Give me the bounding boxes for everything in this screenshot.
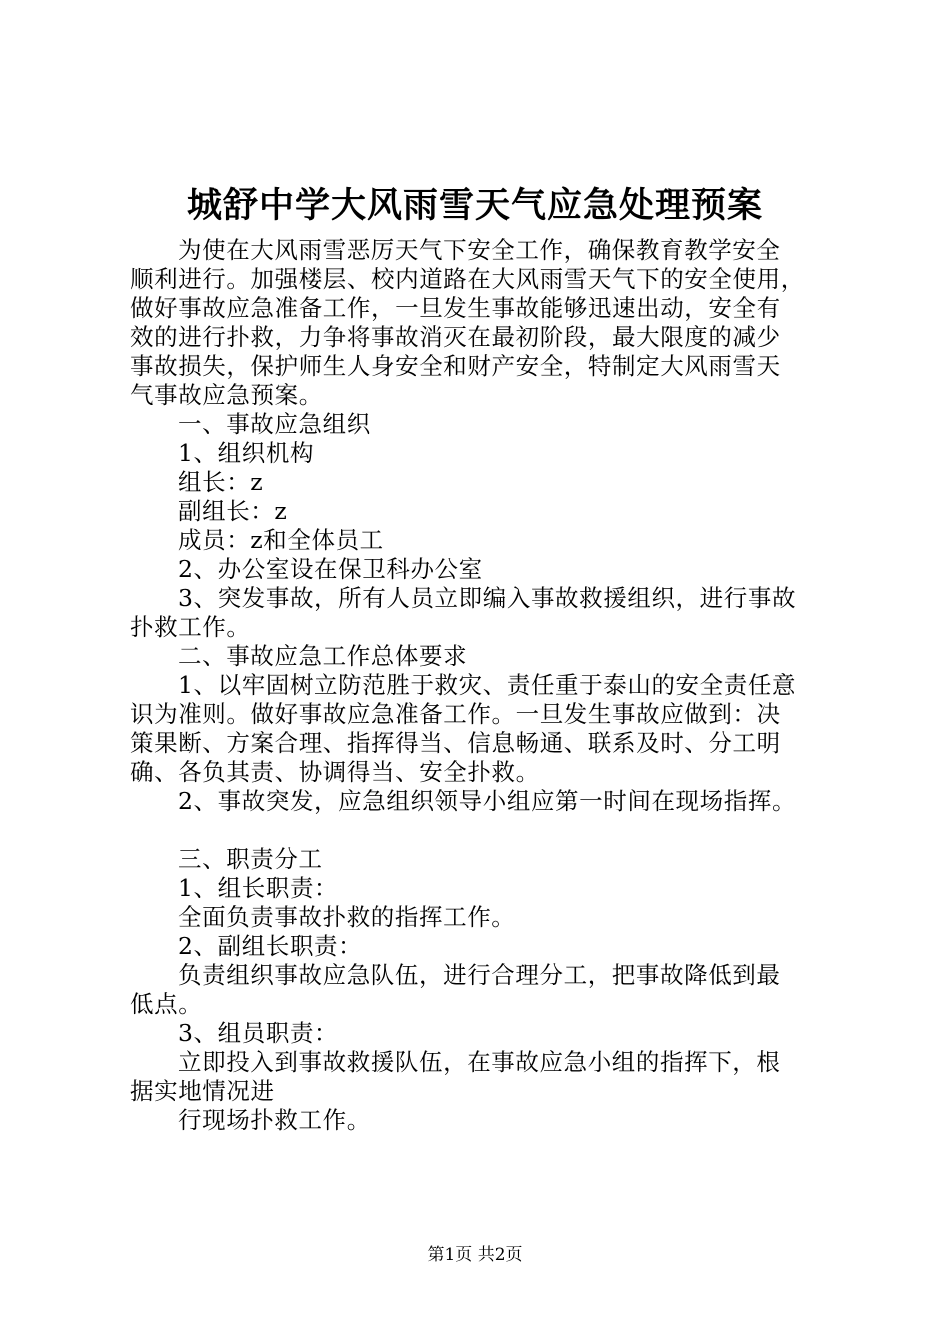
body-line: 行现场扑救工作。 — [178, 1106, 371, 1134]
body-line: 副组长：z — [178, 497, 288, 525]
body-line: 全面负责事故扑救的指挥工作。 — [178, 903, 516, 931]
body-line: 1、组织机构 — [178, 439, 315, 467]
body-line: 1、组长职责： — [178, 874, 339, 902]
body-line: 组长：z — [178, 468, 264, 496]
body-line: 事故损失，保护师生人身安全和财产安全，特制定大风雨雪天 — [130, 352, 781, 380]
body-line: 成员：z和全体员工 — [178, 526, 384, 554]
body-line: 为使在大风雨雪恶厉天气下安全工作，确保教育教学安全 — [178, 236, 781, 264]
body-line: 做好事故应急准备工作，一旦发生事故能够迅速出动，安全有 — [130, 294, 781, 322]
body-line: 气事故应急预案。 — [130, 381, 323, 409]
page-footer: 第1页 共2页 — [427, 1245, 523, 1265]
body-line: 识为准则。做好事故应急准备工作。一旦发生事故应做到：决 — [130, 700, 781, 728]
blank-line — [130, 816, 835, 845]
body-line: 效的进行扑救，力争将事故消灭在最初阶段，最大限度的减少 — [130, 323, 781, 351]
body-line: 2、副组长职责： — [178, 932, 363, 960]
body-line: 2、办公室设在保卫科办公室 — [178, 555, 483, 583]
body-line: 据实地情况进 — [130, 1077, 275, 1105]
body-line: 确、各负其责、协调得当、安全扑救。 — [130, 758, 540, 786]
document-title: 城舒中学大风雨雪天气应急处理预案 — [186, 185, 763, 226]
body-line: 策果断、方案合理、指挥得当、信息畅通、联系及时、分工明 — [130, 729, 781, 757]
body-line: 1、以牢固树立防范胜于救灾、责任重于泰山的安全责任意 — [178, 671, 797, 699]
body-line: 三、职责分工 — [178, 845, 323, 873]
body-line: 3、突发事故，所有人员立即编入事故救援组织，进行事故 — [178, 584, 797, 612]
body-line: 2、事故突发，应急组织领导小组应第一时间在现场指挥。 — [178, 787, 797, 815]
body-line: 负责组织事故应急队伍，进行合理分工，把事故降低到最 — [178, 961, 781, 989]
body-line: 3、组员职责： — [178, 1019, 339, 1047]
document-body — [130, 236, 835, 1135]
body-line: 顺利进行。加强楼层、校内道路在大风雨雪天气下的安全使用， — [130, 265, 805, 293]
body-line: 立即投入到事故救援队伍，在事故应急小组的指挥下，根 — [178, 1048, 781, 1076]
body-line: 扑救工作。 — [130, 613, 251, 641]
body-line: 一、事故应急组织 — [178, 410, 371, 438]
body-line: 二、事故应急工作总体要求 — [178, 642, 468, 670]
body-line: 低点。 — [130, 990, 203, 1018]
